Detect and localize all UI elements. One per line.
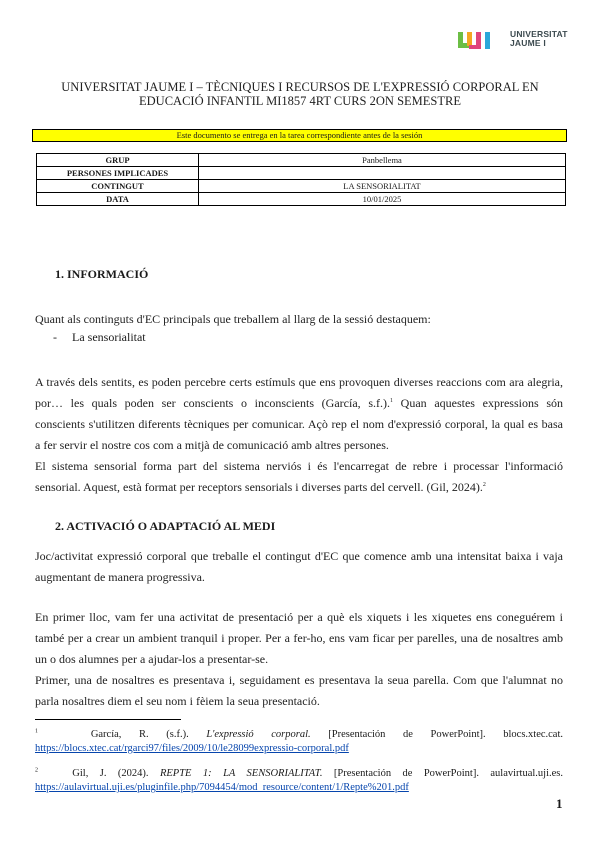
footnote-2 (35, 767, 563, 795)
grup-label: GRUP (37, 154, 199, 167)
section-1-intro (35, 309, 563, 330)
table-row (37, 167, 566, 180)
section-2-intro (35, 546, 563, 588)
text-span: [Presentación de PowerPoint]. blocs.xtec.cat. (310, 729, 564, 740)
university-logo (457, 26, 575, 52)
footnote-line (35, 742, 563, 756)
uji-logo-icon (457, 28, 507, 50)
section-2-heading: 2. ACTIVACIÓ O ADAPTACIÓ AL MEDI (55, 519, 276, 533)
footnote-1-link[interactable]: https://blocs.xtec.cat/rgarci97/files/2009/10/le28099expressio-corporal.pdf (35, 743, 349, 754)
grup-value: Panbellema (199, 154, 566, 167)
page-number: 1 (556, 796, 563, 811)
contingut-value: LA SENSORIALITAT (199, 180, 566, 193)
paragraph-line: A través dels sentits, es poden percebre certs estímuls que ens provoquen diverses reaccions com ara alegria, (35, 375, 563, 389)
intro-line: Quant als continguts d'EC principals que treballem al llarg de la sessió destaquem: (35, 312, 431, 326)
footnote-separator (35, 719, 181, 720)
footnote-ref-1[interactable]: 1 (389, 398, 393, 404)
footnote-1 (35, 728, 563, 756)
group-info-table (36, 153, 566, 206)
title-line-1: UNIVERSITAT JAUME I – TÈCNIQUES I RECURSOS DE L'EXPRESSIÓ CORPORAL EN (61, 80, 539, 94)
content-bullet (53, 330, 146, 345)
paragraph-line: un o dos alumnes per a ajudar-los a presentar-se. (35, 652, 269, 666)
section-1-paragraph-1 (35, 372, 563, 498)
paragraph-line: a fer servir el nostre cos com a mitjà de comunicació amb altres persones. (35, 438, 389, 452)
paragraph-line: conscients s'utilitzen diferents tècniques per comunicar. Açò rep el nom d'expressió corporal, la qual es basa (35, 417, 563, 431)
title-line-2: EDUCACIÓ INFANTIL MI1857 4RT CURS 2ON SEMESTRE (139, 94, 461, 108)
footnote-2-link[interactable]: https://aulavirtual.uji.es/pluginfile.php/7094454/mod_resource/content/1/Repte%201.pdf (35, 782, 409, 793)
text-span: Gil, J. (2024). (72, 768, 160, 779)
paragraph-line: Joc/activitat expressió corporal que treballe el contingut d'EC que comence amb una intensitat baixa i vaja (35, 549, 563, 563)
footnote-number: 1 (35, 728, 38, 735)
paragraph-line: En primer lloc, vam fer una activitat de presentació per a què els xiquets i les xiquetes ens coneguérem i (35, 610, 563, 624)
table-row (37, 154, 566, 167)
footnote-title: L'expressió corporal. (206, 729, 311, 740)
bullet-text: La sensorialitat (72, 330, 146, 344)
data-value: 10/01/2025 (199, 193, 566, 206)
footnote-title: REPTE 1: LA SENSORIALITAT. (159, 768, 323, 779)
section-1-heading: 1. INFORMACIÓ (55, 267, 149, 281)
text-span: Quan aquestes expressions són (392, 396, 563, 410)
contingut-label: CONTINGUT (37, 180, 199, 193)
footnote-line (35, 728, 563, 742)
table-row (37, 193, 566, 206)
footnote-line (35, 767, 563, 781)
text-span: sensorial. Aquest, està format per receptors sensorials i diverses parts del cervell. (Gil, 2024). (35, 480, 483, 494)
text-span: García, R. (s.f.). (90, 729, 207, 740)
section-2-paragraph-1 (35, 607, 563, 712)
paragraph-line: també per a crear un ambient tranquil i proper. Per a fer-ho, ens vam ficar per parelles, una de nosaltres amb (35, 631, 563, 645)
text-span: por… les quals poden ser conscients o inconscients (García, s.f.). (35, 396, 390, 410)
bullet-dash: - (53, 330, 57, 344)
logo-line-1: UNIVERSITAT (510, 29, 568, 39)
paragraph-line: Primer, una de nosaltres es presentava i, seguidament es presentava la seua parella. Com que l'alumnat no (35, 673, 563, 687)
paragraph-line: parla nosaltres diem el seu nom i fèiem la seua presentació. (35, 694, 320, 708)
footnote-number: 2 (35, 767, 38, 774)
paragraph-line: El sistema sensorial forma part del sistema nerviós i és l'encarregat de rebre i processar l'informació (35, 459, 563, 473)
data-label: DATA (37, 193, 199, 206)
footnote-ref-2[interactable]: 2 (482, 482, 486, 488)
persones-value (199, 167, 566, 180)
logo-text (510, 30, 568, 48)
footnote-line (35, 781, 563, 795)
text-span: [Presentación de PowerPoint]. aulavirtual.uji.es. (322, 768, 563, 779)
paragraph-line (35, 477, 563, 498)
persones-label: PERSONES IMPLICADES (37, 167, 199, 180)
table-row (37, 180, 566, 193)
document-title (55, 80, 545, 108)
logo-line-2: JAUME I (510, 38, 546, 48)
paragraph-line (35, 393, 563, 414)
paragraph-line: augmentant de manera progressiva. (35, 570, 205, 584)
submission-notice: Este documento se entrega en la tarea correspondiente antes de la sesión (32, 129, 567, 142)
